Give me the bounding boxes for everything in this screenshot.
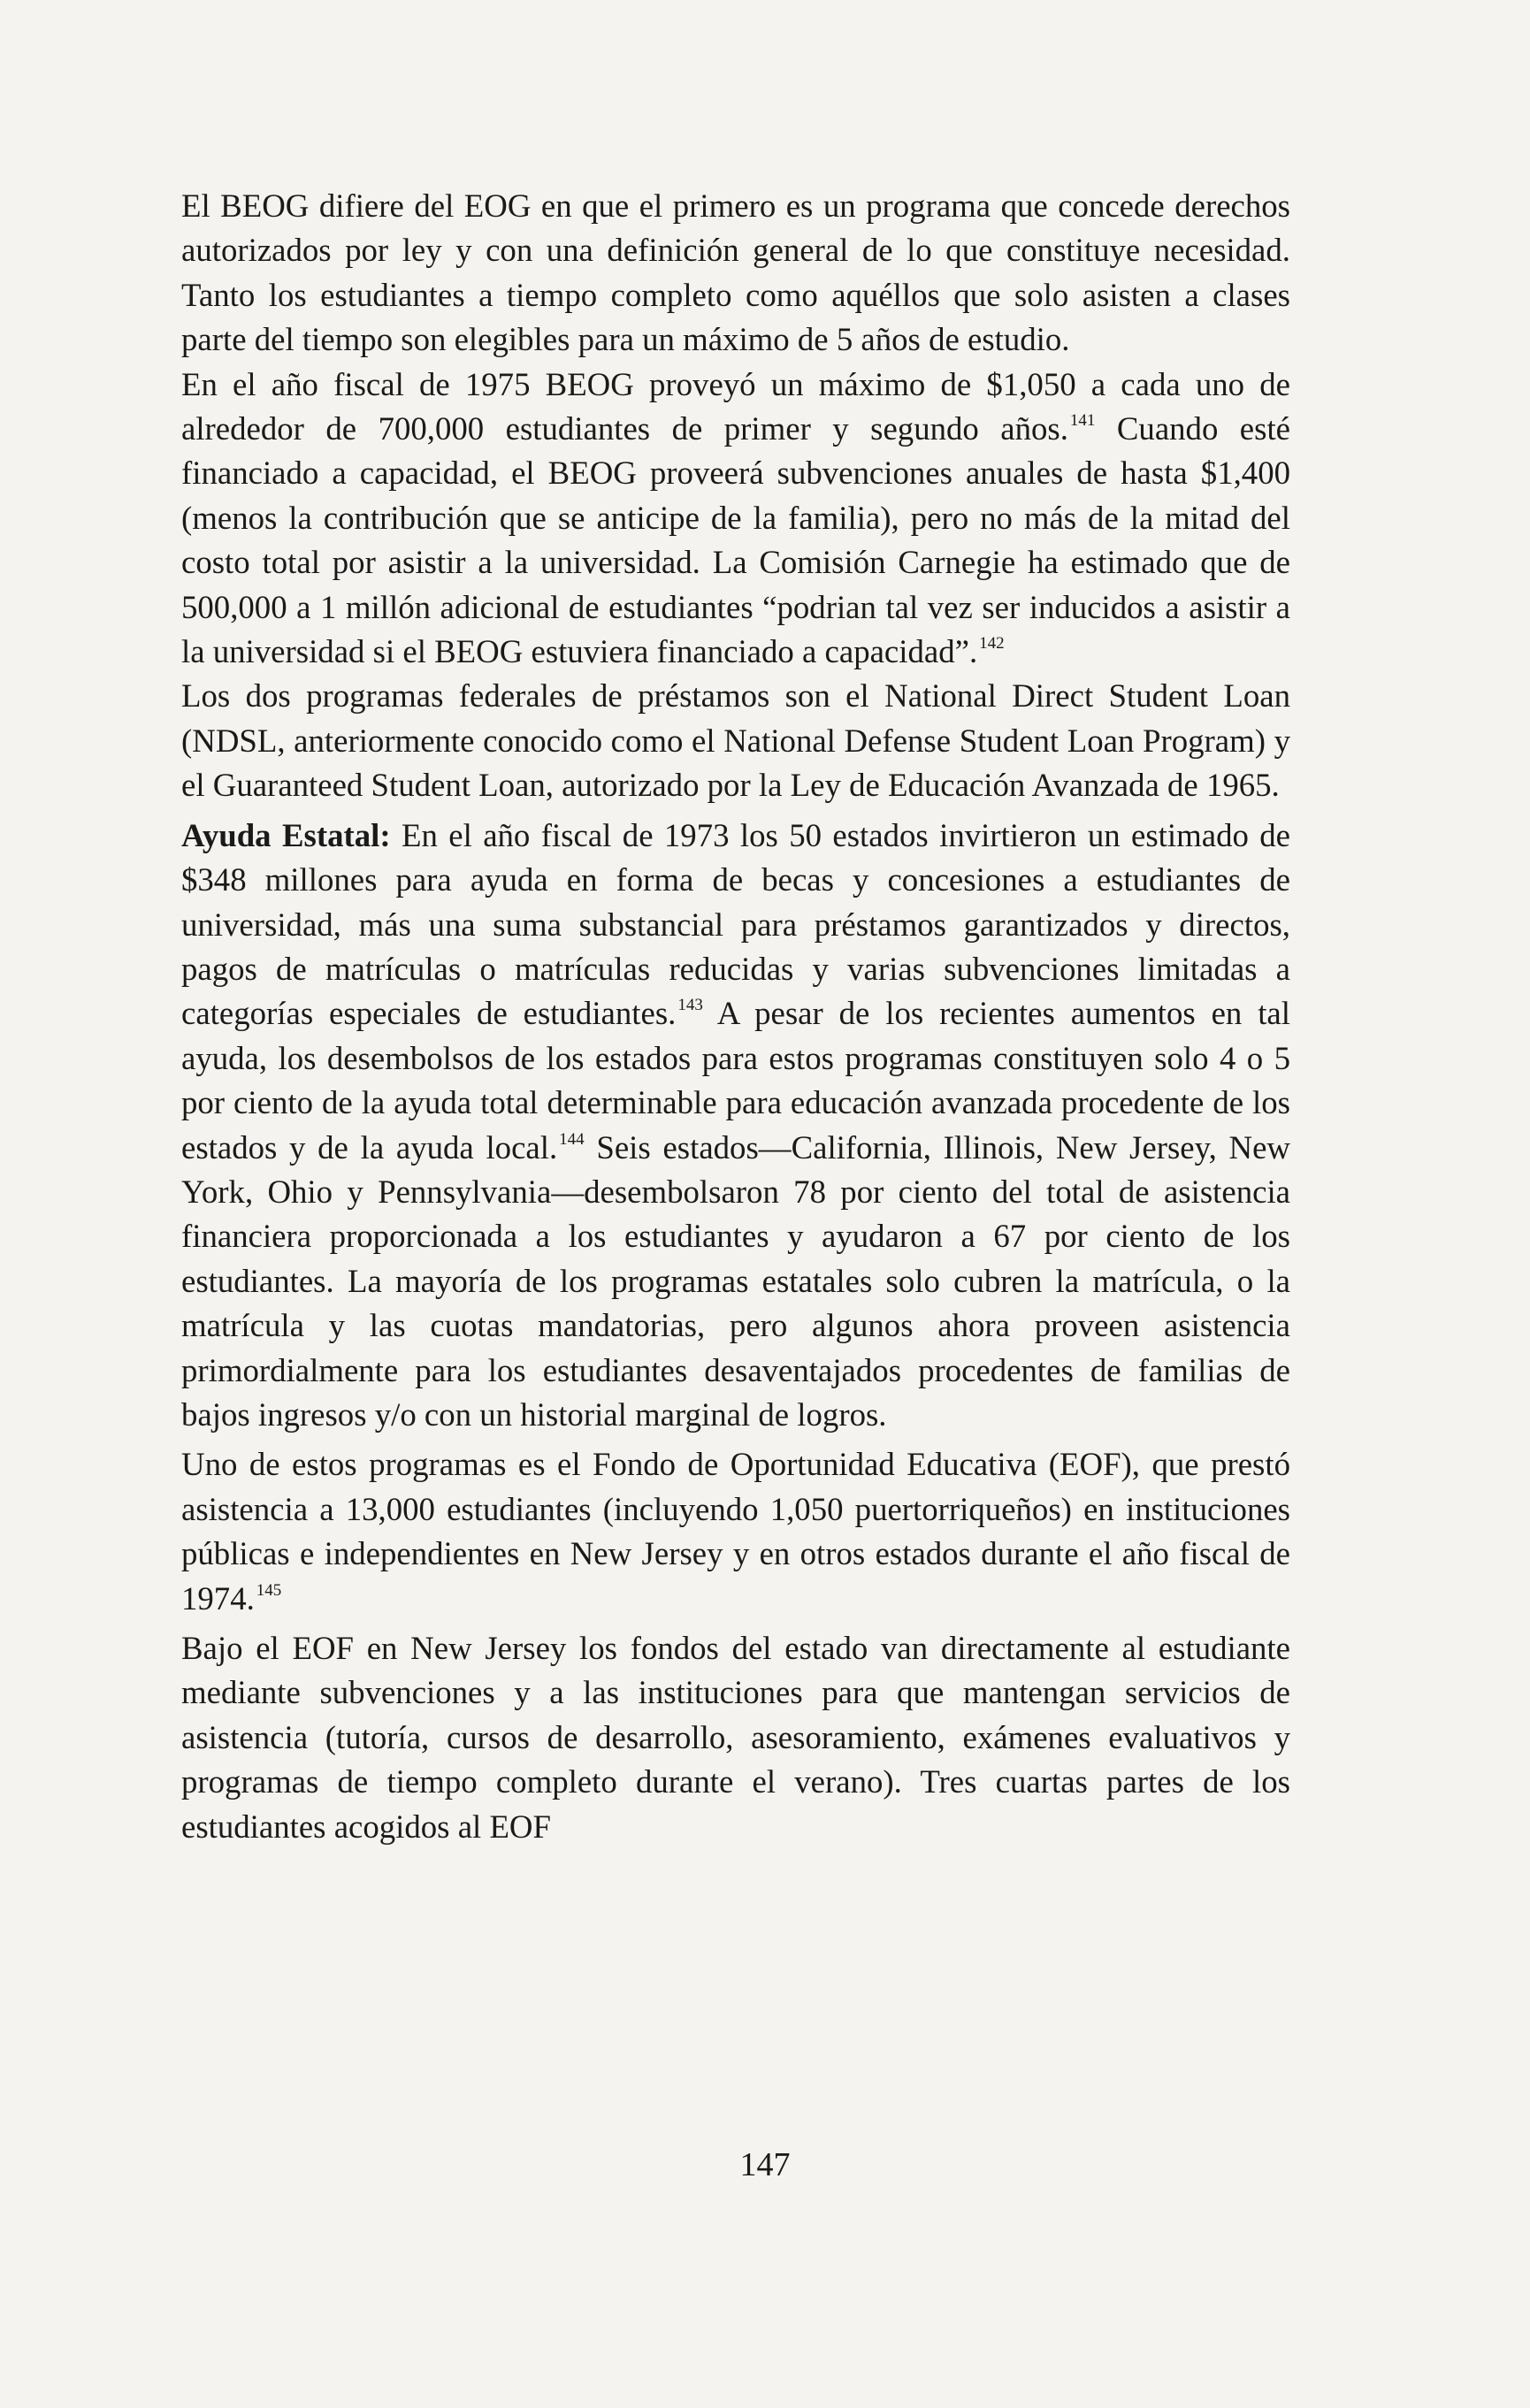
footnote-marker: 142: [979, 634, 1005, 654]
paragraph-text: En el año fiscal de 1975 BEOG proveyó un máximo de $1,050 a cada uno de alrededor de 700,000 estudiantes de primer y segundo años.: [181, 365, 1290, 447]
footnote-marker: 145: [256, 1580, 282, 1600]
paragraph-text: Uno de estos programas es el Fondo de Oportunidad Educativa (EOF), que prestó asistencia a 13,000 estudiantes (incluyendo 1,050 puertorriqueños) en instituciones públicas e independientes en New Jersey y en otros estados durante el año fiscal de 1974.: [181, 1446, 1290, 1617]
paragraph-text: En el año fiscal de 1973 los 50 estados invirtieron un estimado de $348 millones para ayuda en forma de becas y concesiones a estudiantes de universidad, más una suma substancial para préstamos garantizados y directos, pagos de matrículas o matrículas reducidas y varias subvenciones limitadas a categorías especiales de estudiantes.: [181, 816, 1290, 1032]
paragraph-eof-new-jersey: [181, 1626, 1290, 1849]
paragraph-beog-fiscal-1975: [181, 363, 1290, 675]
section-lead-heading: Ayuda Estatal:: [181, 816, 391, 853]
paragraph-eof-program: [181, 1442, 1290, 1621]
footnote-marker: 141: [1069, 411, 1096, 431]
paragraph-text: Los dos programas federales de préstamos son el National Direct Student Loan (NDSL, anteriormente conocido como el National Defense Student Loan Program) y el Guaranteed Student Loan, autorizado por la Ley de Educación Avanzada de 1965.: [181, 677, 1290, 804]
page-number: 147: [739, 2146, 791, 2183]
paragraph-beog-definition: [181, 184, 1290, 363]
paragraph-text: Seis estados—California, Illinois, New Jersey, New York, Ohio y Pennsylvania—desembolsaron 78 por ciento del total de asistencia financiera proporcionada a los estudiantes y ayudaron a 67 por ciento de los estudiantes. La mayoría de los programas estatales solo cubren la matrícula, o la matrícula y las cuotas mandatorias, pero algunos ahora proveen asistencia primordialmente para los estudiantes desaventajados procedentes de familias de bajos ingresos y/o con un historial marginal de logros.: [181, 1128, 1290, 1433]
paragraph-text: A pesar de los recientes aumentos en tal ayuda, los desembolsos de los estados para estos programas constituyen solo 4 o 5 por ciento de la ayuda total determinable para educación avanzada procedente de los estados y de la ayuda local.: [181, 995, 1290, 1166]
paragraph-text: Cuando esté financiado a capacidad, el BEOG proveerá subvenciones anuales de hasta $1,400 (menos la contribución que se anticipe de la familia), pero no más de la mitad del costo total por asistir a la universidad. La Comisión Carnegie ha estimado que de 500,000 a 1 millón adicional de estudiantes “podrian tal vez ser inducidos a asistir a la universidad si el BEOG estuviera financiado a capacidad”.: [181, 410, 1291, 670]
footnote-marker: 144: [559, 1129, 585, 1149]
footnote-marker: 143: [677, 996, 703, 1015]
paragraph-text: Bajo el EOF en New Jersey los fondos del estado van directamente al estudiante mediante subvenciones y a las instituciones para que mantengan servicios de asistencia (tutoría, cursos de desarrollo, asesoramiento, exámenes evaluativos y programas de tiempo completo durante el verano). Tres cuartas partes de los estudiantes acogidos al EOF: [181, 1630, 1290, 1845]
body-text: [181, 184, 1290, 1849]
paragraph-state-aid: [181, 814, 1290, 1438]
paragraph-text: El BEOG difiere del EOG en que el primero es un programa que concede derechos autorizados por ley y con una definición general de lo que constituye necesidad. Tanto los estudiantes a tiempo completo como aquéllos que solo asisten a clases parte del tiempo son elegibles para un máximo de 5 años de estudio.: [181, 187, 1290, 358]
paragraph-federal-loans: [181, 674, 1290, 807]
